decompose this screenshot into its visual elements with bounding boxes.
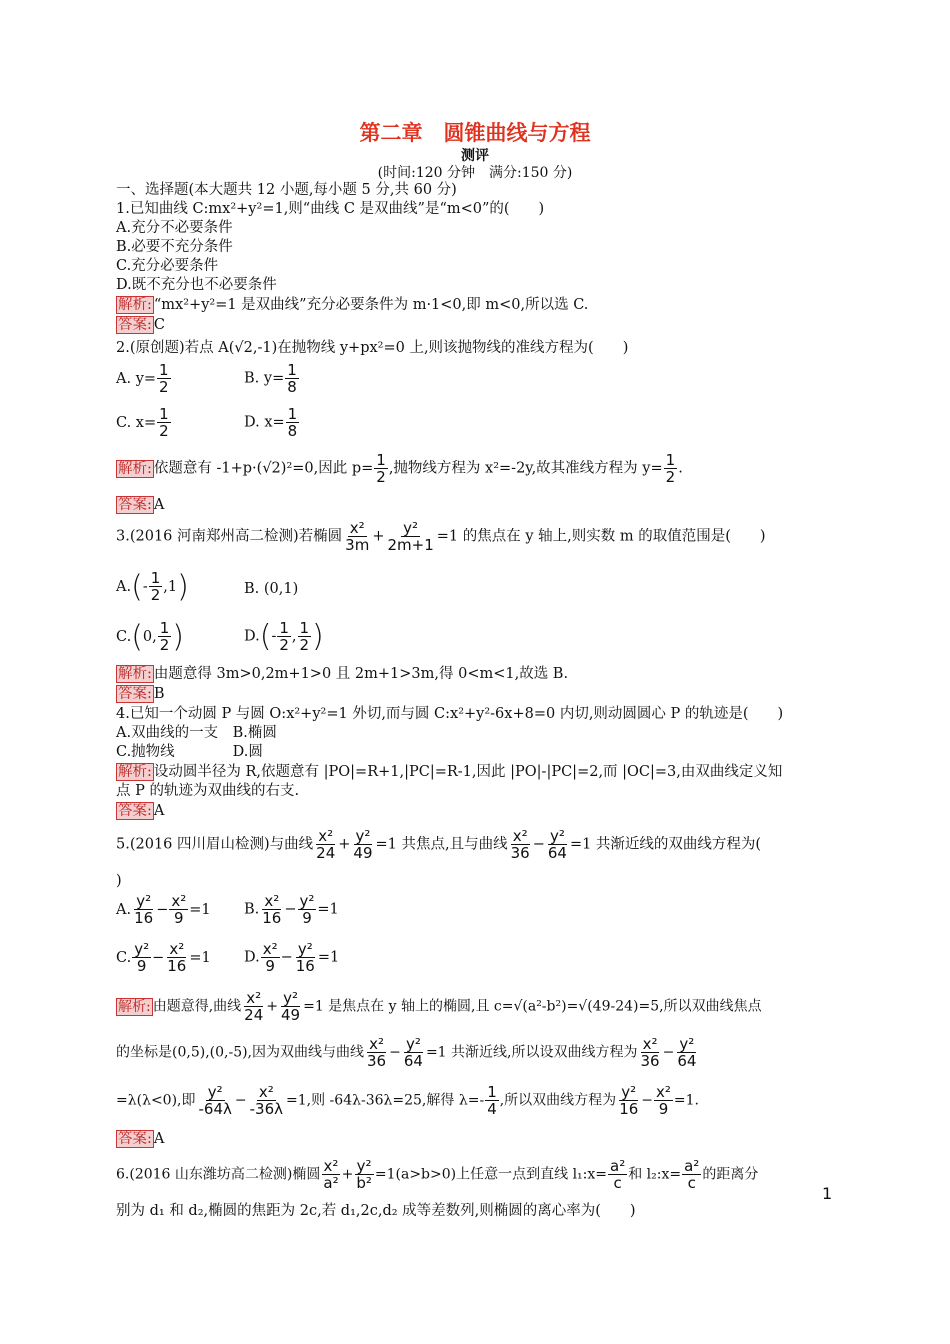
q3-option-d: D.(- $\frac{1}{2}$ , $\frac{1}{2}$ ) — [244, 619, 324, 654]
q5-analysis-3: =λ(λ<0),即 $\frac{\text{y²}}{-64\lambda}$ − $\frac{\text{x²}}{-36\lambda}$ =1,则 -64λ-36λ=25,解得 λ=- $\frac{1}{4}$ ,所以双曲线方程为 $\frac{\text{y²}}{16}$ − $\frac{\text{x²}}{9}$ =1. — [116, 1083, 699, 1118]
q5-option-d: D. $\frac{\text{x²}}{9}$ − $\frac{\text{y²}}{16}$ =1 — [244, 940, 340, 975]
q5-answer: 答案: A — [118, 1131, 165, 1147]
q4-analysis-cont: 点 P 的轨迹为双曲线的右支. — [116, 783, 300, 799]
page-number: 1 — [822, 1184, 833, 1203]
q5-option-a: A. $\frac{\text{y²}}{16}$ − $\frac{\text{x²}}{9}$ =1 — [116, 892, 211, 927]
q5-option-b: B. $\frac{\text{x²}}{16}$ − $\frac{\text{y²}}{9}$ =1 — [244, 892, 339, 927]
q5-option-c: C. $\frac{\text{y²}}{9}$ − $\frac{\text{x²}}{16}$ =1 — [116, 940, 211, 975]
q2-analysis: 解析: 依题意有 -1+p·(√2)²=0,因此 p= $\frac{1}{2}$ ,抛物线方程为 x²=-2y,故其准线方程为 y= $\frac{1}{2}$ . — [118, 451, 683, 486]
q6-stem: 6.(2016 山东潍坊高二检测)椭圆 $\frac{\text{x²}}{\text{a²}}$ + $\frac{\text{y²}}{\text{b²}}$ =1(a>b>0)上任意一点到直线 l₁:x= $\frac{\text{a²}}{c}$ 和 l₂:x= $\frac{\text{a²}}{c}$ 的距离分 — [116, 1157, 759, 1192]
section-heading: 一、选择题(本大题共 12 小题,每小题 5 分,共 60 分) — [116, 182, 457, 198]
q1-stem: 1.已知曲线 C:mx²+y²=1,则“曲线 C 是双曲线”是“m<0”的( ) — [116, 201, 545, 217]
q6-stem-cont: 别为 d₁ 和 d₂,椭圆的焦距为 2c,若 d₁,2c,d₂ 成等差数列,则椭圆的离心率为( ) — [116, 1203, 636, 1219]
q3-analysis: 解析: 由题意得 3m>0,2m+1>0 且 2m+1>3m,得 0<m<1,故选 B. — [118, 666, 569, 682]
test-subtitle: 测评 — [461, 148, 489, 164]
q1-analysis — [116, 296, 588, 315]
q2-stem: 2.(原创题)若点 A(√2,-1)在抛物线 y+px²=0 上,则该抛物线的准线方程为( ) — [116, 340, 629, 356]
time-line: (时间:120 分钟 满分:150 分) — [377, 165, 573, 181]
q4-options-cd: C.抛物线 D.圆 — [116, 744, 263, 760]
q1-option-b: B.必要不充分条件 — [116, 239, 233, 255]
analysis-tag: 解析: — [118, 297, 152, 313]
q2-option-d: D. x= $\frac{1}{8}$ — [244, 405, 298, 440]
q2-option-c: C. x= $\frac{1}{2}$ — [116, 405, 169, 440]
q5-analysis-1: 解析: 由题意得,曲线 $\frac{\text{x²}}{24}$ + $\frac{\text{y²}}{49}$ =1 是焦点在 y 轴上的椭圆,且 c=√(a²-b²)=√(49-24)=5,所以双曲线焦点 — [118, 989, 762, 1024]
q4-options-ab: A.双曲线的一支 B.椭圆 — [116, 725, 277, 741]
q2-option-a: A. y= $\frac{1}{2}$ — [116, 361, 169, 396]
q4-stem: 4.已知一个动圆 P 与圆 O:x²+y²=1 外切,而与圆 C:x²+y²-6x+8=0 内切,则动圆圆心 P 的轨迹是( ) — [116, 706, 784, 722]
q2-option-b: B. y= $\frac{1}{8}$ — [244, 361, 297, 396]
q1-analysis-text: “mx²+y²=1 是双曲线”充分必要条件为 m·1<0,即 m<0,所以选 C. — [153, 297, 589, 313]
q3-stem: 3.(2016 河南郑州高二检测)若椭圆 $\frac{\text{x²}}{3m}$ + $\frac{\text{y²}}{2m+1}$ =1 的焦点在 y 轴上,则实数 m 的取值范围是( ) — [116, 519, 766, 554]
chapter-title: 第二章 圆锥曲线与方程 — [359, 121, 591, 145]
q3-answer: 答案: B — [118, 686, 165, 702]
q3-options-ab — [116, 569, 299, 604]
q5-stem-cont: ) — [116, 873, 122, 889]
q1-option-d: D.既不充分也不必要条件 — [116, 277, 277, 293]
q3-option-c: C.(0, $\frac{1}{2}$ ) — [116, 619, 185, 654]
answer-tag: 答案: — [118, 317, 152, 333]
q4-analysis: 解析: 设动圆半径为 R,依题意有 |PO|=R+1,|PC|=R-1,因此 |PO|-|PC|=2,而 |OC|=3,由双曲线定义知 — [118, 764, 783, 780]
q1-option-c: C.充分必要条件 — [116, 258, 219, 274]
q1-answer-value: C — [153, 317, 165, 333]
q3-option-b: B. (0,1) — [244, 581, 299, 597]
q1-answer — [116, 316, 165, 335]
q5-analysis-2: 的坐标是(0,5),(0,-5),因为双曲线与曲线 $\frac{\text{x²}}{36}$ − $\frac{\text{y²}}{64}$ =1 共渐近线,所以设双曲线方程为 $\frac{\text{x²}}{36}$ − $\frac{\text{y²}}{64}$ — [116, 1035, 697, 1070]
q2-options-cd — [116, 405, 298, 440]
q3-options-cd — [116, 619, 324, 654]
q5-stem: 5.(2016 四川眉山检测)与曲线 $\frac{\text{x²}}{24}$ + $\frac{\text{y²}}{49}$ =1 共焦点,且与曲线 $\frac{\text{x²}}{36}$ − $\frac{\text{y²}}{64}$ =1 共渐近线的双曲线方程为( — [116, 827, 762, 862]
q1-option-a: A.充分不必要条件 — [116, 220, 233, 236]
q2-options-ab — [116, 361, 297, 396]
q3-option-a: A.(- $\frac{1}{2}$ ,1) — [116, 569, 189, 604]
q5-options-ab — [116, 892, 339, 927]
q5-options-cd — [116, 940, 340, 975]
q2-answer: 答案: A — [118, 497, 165, 513]
q4-answer: 答案: A — [118, 803, 165, 819]
